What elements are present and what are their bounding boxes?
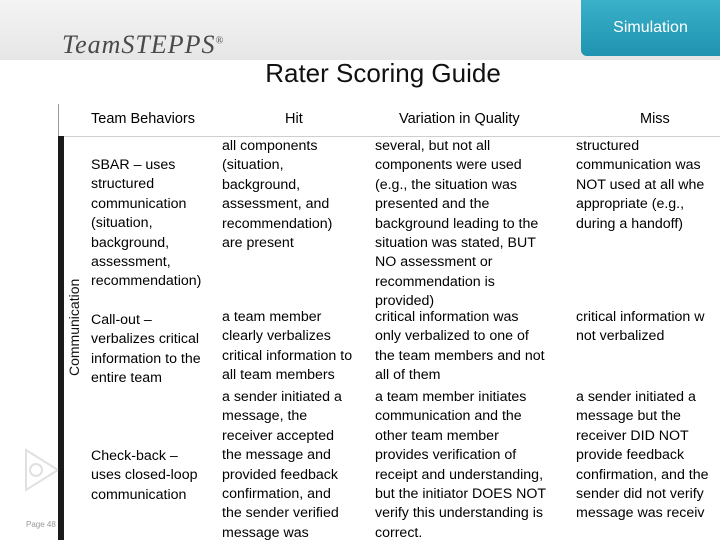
table-cell-hit-checkback: a sender initiated a message, the receiver accepted the message and provided feedback confirmation, and the sender verified message was <box>222 389 342 541</box>
behavior-title: SBAR – <box>91 157 146 173</box>
table-cell-miss-callout: critical information w not verbalized <box>576 309 705 345</box>
table-cell-variation-sbar: several, but not all components were used (e.g., the situation was presented and the background leading to the situation was stated, BUT NO assessment or recommendation is provided) <box>375 138 539 310</box>
col-header-behaviors: Team Behaviors <box>91 111 195 127</box>
behavior-title: Check-back – <box>91 448 178 464</box>
table-cell-variation-callout: critical information was only verbalized to one of the team members and not all of them <box>375 309 545 384</box>
col-header-variation: Variation in Quality <box>399 111 520 127</box>
table-cell-variation-checkback: a team member initiates communication and the other team member provides verification of receipt and understanding, but the initiator DOES NOT verify this understanding is correct. <box>375 389 547 541</box>
watermark-icon <box>22 440 62 500</box>
behavior-title: Call-out – <box>91 312 152 328</box>
table-cell-miss-sbar: structured communication was NOT used at all whe appropriate (e.g., during a handoff) <box>576 138 705 232</box>
col-header-hit: Hit <box>285 111 303 127</box>
table-cell-hit-sbar: all components (situation, background, assessment, and recommendation) are present <box>222 138 333 252</box>
table-cell-miss-checkback: a sender initiated a message but the receiver DID NOT provide feedback confirmation, and the sender did not verify message was receiv <box>576 389 709 522</box>
rail-header-segment <box>58 104 65 136</box>
teamstepps-logo <box>62 30 224 60</box>
table-cell-behavior-callout: Call-out – verbalizes critical information to the entire team <box>91 312 201 387</box>
communication-label: Communication <box>66 278 82 376</box>
table-cell-hit-callout: a team member clearly verbalizes critical information to all team members <box>222 309 353 384</box>
col-header-miss: Miss <box>640 111 670 127</box>
page-title: Rater Scoring Guide <box>265 58 501 88</box>
table-cell-behavior-checkback: Check-back – uses closed-loop communication <box>91 448 198 503</box>
table-cell-behavior-sbar: SBAR – uses structured communication (situation, background, assessment, recommendation) <box>91 157 202 290</box>
logo-text: TeamSTEPPS <box>62 30 216 59</box>
page-number: Page 48 <box>26 520 56 529</box>
simulation-tab[interactable]: Simulation <box>581 0 720 56</box>
logo-registered-mark: ® <box>215 35 225 47</box>
